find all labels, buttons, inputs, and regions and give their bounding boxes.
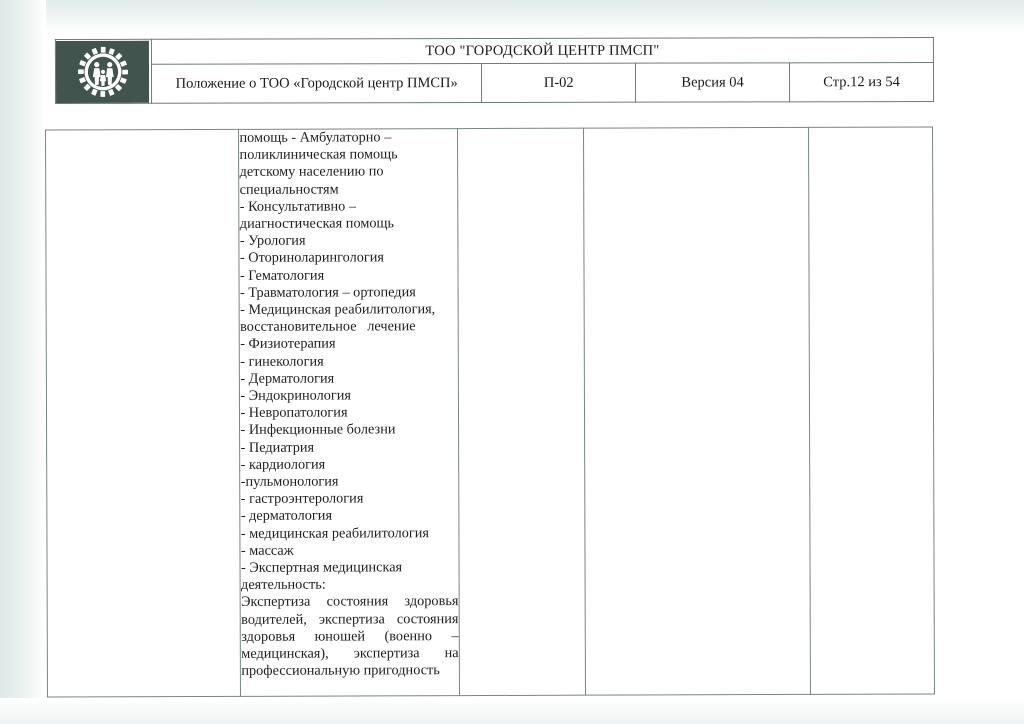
header-table-row-title xyxy=(55,38,933,65)
page-indicator-cell: Стр.12 из 54 xyxy=(789,63,933,102)
document-body-table xyxy=(45,126,935,697)
body-cell-column-2-services xyxy=(239,129,463,697)
header-table-row-meta xyxy=(55,63,933,104)
body-cell-column-1 xyxy=(46,129,241,697)
expert-activity-paragraph: Экспертиза состояния здоровья водителей, экспертиза состояния здоровья юношей (военно – медицинская), экспертиза на профессиональную пригодность xyxy=(241,593,463,680)
document-name-cell: Положение о ТОО «Городской центр ПМСП» xyxy=(151,64,481,104)
body-cell-column-4 xyxy=(583,127,810,695)
table-row xyxy=(46,127,935,697)
logo-cell xyxy=(55,39,151,103)
body-cell-column-5 xyxy=(808,127,934,694)
scan-edge-tint-left xyxy=(0,0,46,724)
document-header-table xyxy=(55,37,934,104)
organization-title: ТОО "ГОРОДСКОЙ ЦЕНТР ПМСП" xyxy=(151,38,933,65)
document-version-cell: Версия 04 xyxy=(636,63,790,102)
document-code-cell: П-02 xyxy=(482,63,636,102)
body-cell-column-3 xyxy=(457,128,585,695)
scan-edge-tint-bottom xyxy=(0,698,1024,724)
services-list-text: помощь - Амбулаторно – поликлиническая помощь детскому населению по специальностям - Консультативно – диагностическая помощь - Урология - Оториноларингология - Гематология - Травматология – ортопедия - Медицинская реабилитология, восстановительное лечение - Физиотерапия - гинекология - Дерматология - Эндокринология - Невропатология - Инфекционные болезни - Педиатрия - кардиология -пульмонология - гастроэнтерология - дерматология - медицинская реабилитология - массаж - Экспертная медицинская деятельность: xyxy=(239,129,436,594)
scan-edge-tint-top xyxy=(0,0,1024,34)
family-gear-logo-icon xyxy=(56,40,149,102)
